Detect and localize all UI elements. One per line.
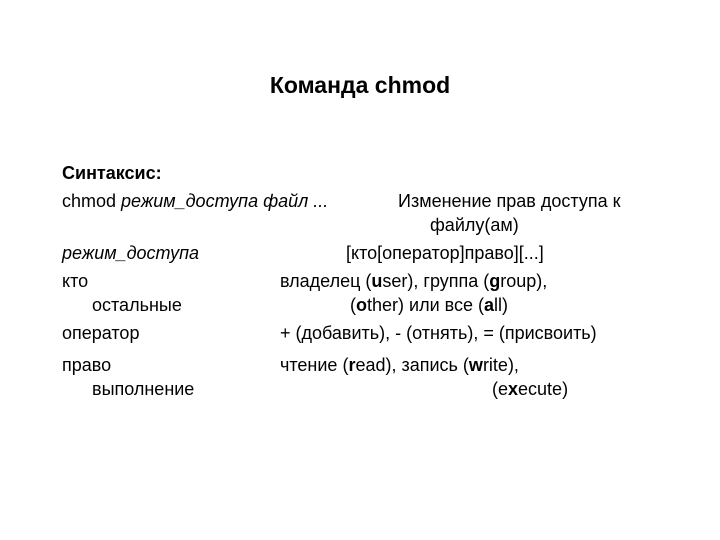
text-part: ead), запись ( [355, 355, 469, 375]
others-label: остальные [92, 295, 182, 315]
command-desc-line-2: файлу(ам) [430, 215, 519, 235]
text-part: (e [492, 379, 509, 399]
key-letter: r [348, 355, 356, 375]
command-word: chmod [62, 191, 117, 211]
command-desc-line-1: Изменение прав доступа к [398, 191, 621, 211]
operator-label: оператор [62, 323, 140, 343]
operator-value: + (добавить), - (отнять), = (присвоить) [280, 323, 597, 343]
execute-label: выполнение [92, 379, 195, 399]
key-letter: w [468, 355, 483, 375]
key-letter: u [371, 271, 383, 291]
key-letter: o [356, 295, 367, 315]
text-part: владелец ( [280, 271, 372, 291]
text-part: ( [350, 295, 356, 315]
key-letter: g [489, 271, 501, 291]
text-part: чтение ( [280, 355, 349, 375]
key-letter: x [508, 379, 519, 399]
mode-value: [кто[оператор]право][...] [346, 243, 544, 263]
mode-label: режим_доступа [62, 243, 200, 263]
permission-value-line-1 [280, 354, 519, 376]
slide-title: Команда chmod [269, 72, 451, 98]
who-label: кто [62, 271, 89, 291]
who-value-line-1 [280, 270, 547, 292]
text-part: roup), [500, 271, 548, 291]
text-part: ll) [494, 295, 509, 315]
text-part: ecute) [518, 379, 569, 399]
permission-label: право [62, 355, 112, 375]
command-args: режим_доступа файл ... [121, 191, 329, 211]
permission-value-line-2 [492, 378, 568, 400]
syntax-heading: Синтаксис: [62, 163, 162, 183]
text-part: rite), [482, 355, 519, 375]
who-value-line-2 [350, 294, 508, 316]
text-part: ther) или все ( [367, 295, 484, 315]
command-syntax [62, 190, 328, 212]
key-letter: a [484, 295, 495, 315]
text-part: ser), группа ( [382, 271, 490, 291]
